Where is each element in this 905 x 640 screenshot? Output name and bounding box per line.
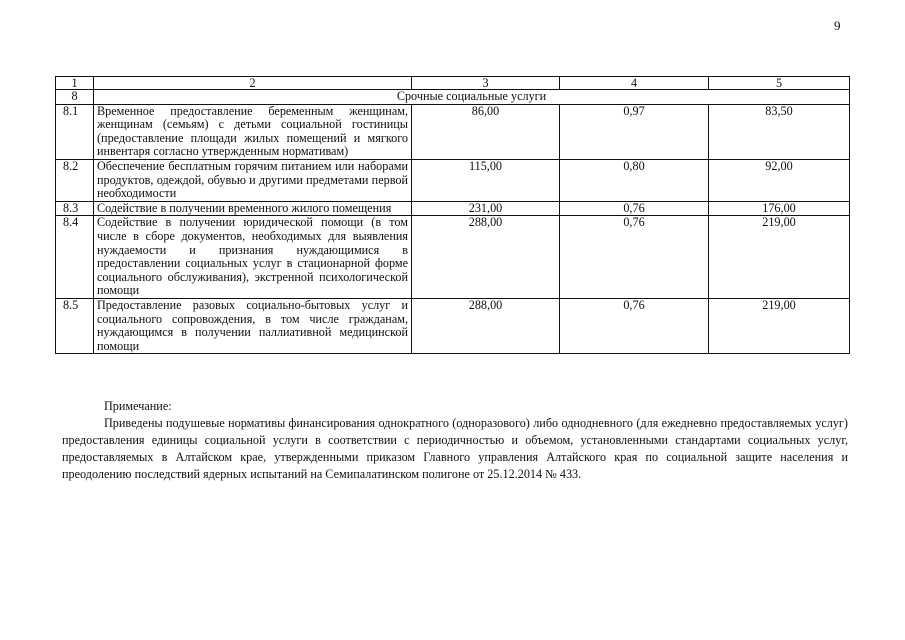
table-row (56, 104, 850, 159)
service-name: Временное предоставление беременным женщинам, женщинам (семьям) с детьми социальной гостиницы (предоставление площади жилых помещений и мягкого инвентаря согласно утвержденным нормативам) (94, 104, 412, 159)
page-number: 9 (834, 18, 841, 33)
col4-value: 0,76 (560, 216, 709, 299)
row-code: 8.4 (56, 216, 94, 299)
standards-table (55, 76, 850, 354)
col4-value: 0,76 (560, 298, 709, 353)
col3-value: 231,00 (412, 201, 560, 216)
service-name: Обеспечение бесплатным горячим питанием или наборами продуктов, одеждой, обувью и другими предметами первой необходимости (94, 159, 412, 201)
table-row (56, 216, 850, 299)
col4-value: 0,76 (560, 201, 709, 216)
table-row (56, 159, 850, 201)
note-block (62, 398, 848, 483)
col5-value: 219,00 (709, 298, 850, 353)
row-code: 8.2 (56, 159, 94, 201)
section-code: 8 (56, 90, 94, 105)
table-header-row (56, 77, 850, 90)
col3-value: 288,00 (412, 216, 560, 299)
table-row (56, 298, 850, 353)
service-name: Содействие в получении временного жилого помещения (94, 201, 412, 216)
col4-value: 0,80 (560, 159, 709, 201)
header-cell: 1 (56, 77, 94, 90)
header-cell: 4 (560, 77, 709, 90)
col4-value: 0,97 (560, 104, 709, 159)
note-title: Примечание: (104, 399, 172, 413)
header-cell: 3 (412, 77, 560, 90)
table-row (56, 201, 850, 216)
col3-value: 86,00 (412, 104, 560, 159)
service-name: Предоставление разовых социально-бытовых услуг и социального сопровождения, в том числе гражданам, нуждающимся в получении паллиативной медицинской помощи (94, 298, 412, 353)
col5-value: 219,00 (709, 216, 850, 299)
note-text: Приведены подушевые нормативы финансирования однократного (одноразового) либо однодневного (для ежедневно предоставляемых услуг) предоставления единицы социальной услуги в соответствии с периодичностью и объемом, установленными стандартами социальных услуг, предоставляемых в Алтайском крае, утвержденными приказом Главного управления Алтайского края по социальной защите населения и преодолению последствий ядерных испытаний на Семипалатинском полигоне от 25.12.2014 № 433. (62, 416, 848, 481)
row-code: 8.1 (56, 104, 94, 159)
col3-value: 115,00 (412, 159, 560, 201)
row-code: 8.3 (56, 201, 94, 216)
col5-value: 92,00 (709, 159, 850, 201)
section-row (56, 90, 850, 105)
header-cell: 2 (94, 77, 412, 90)
service-name: Содействие в получении юридической помощи (в том числе в сборе документов, необходимых для выявления нуждаемости и признания нуждающимися в предоставлении социальных услуг в стационарной форме социального обслуживания), экстренной психологической помощи (94, 216, 412, 299)
col3-value: 288,00 (412, 298, 560, 353)
row-code: 8.5 (56, 298, 94, 353)
col5-value: 83,50 (709, 104, 850, 159)
header-cell: 5 (709, 77, 850, 90)
col5-value: 176,00 (709, 201, 850, 216)
section-title: Срочные социальные услуги (94, 90, 850, 105)
